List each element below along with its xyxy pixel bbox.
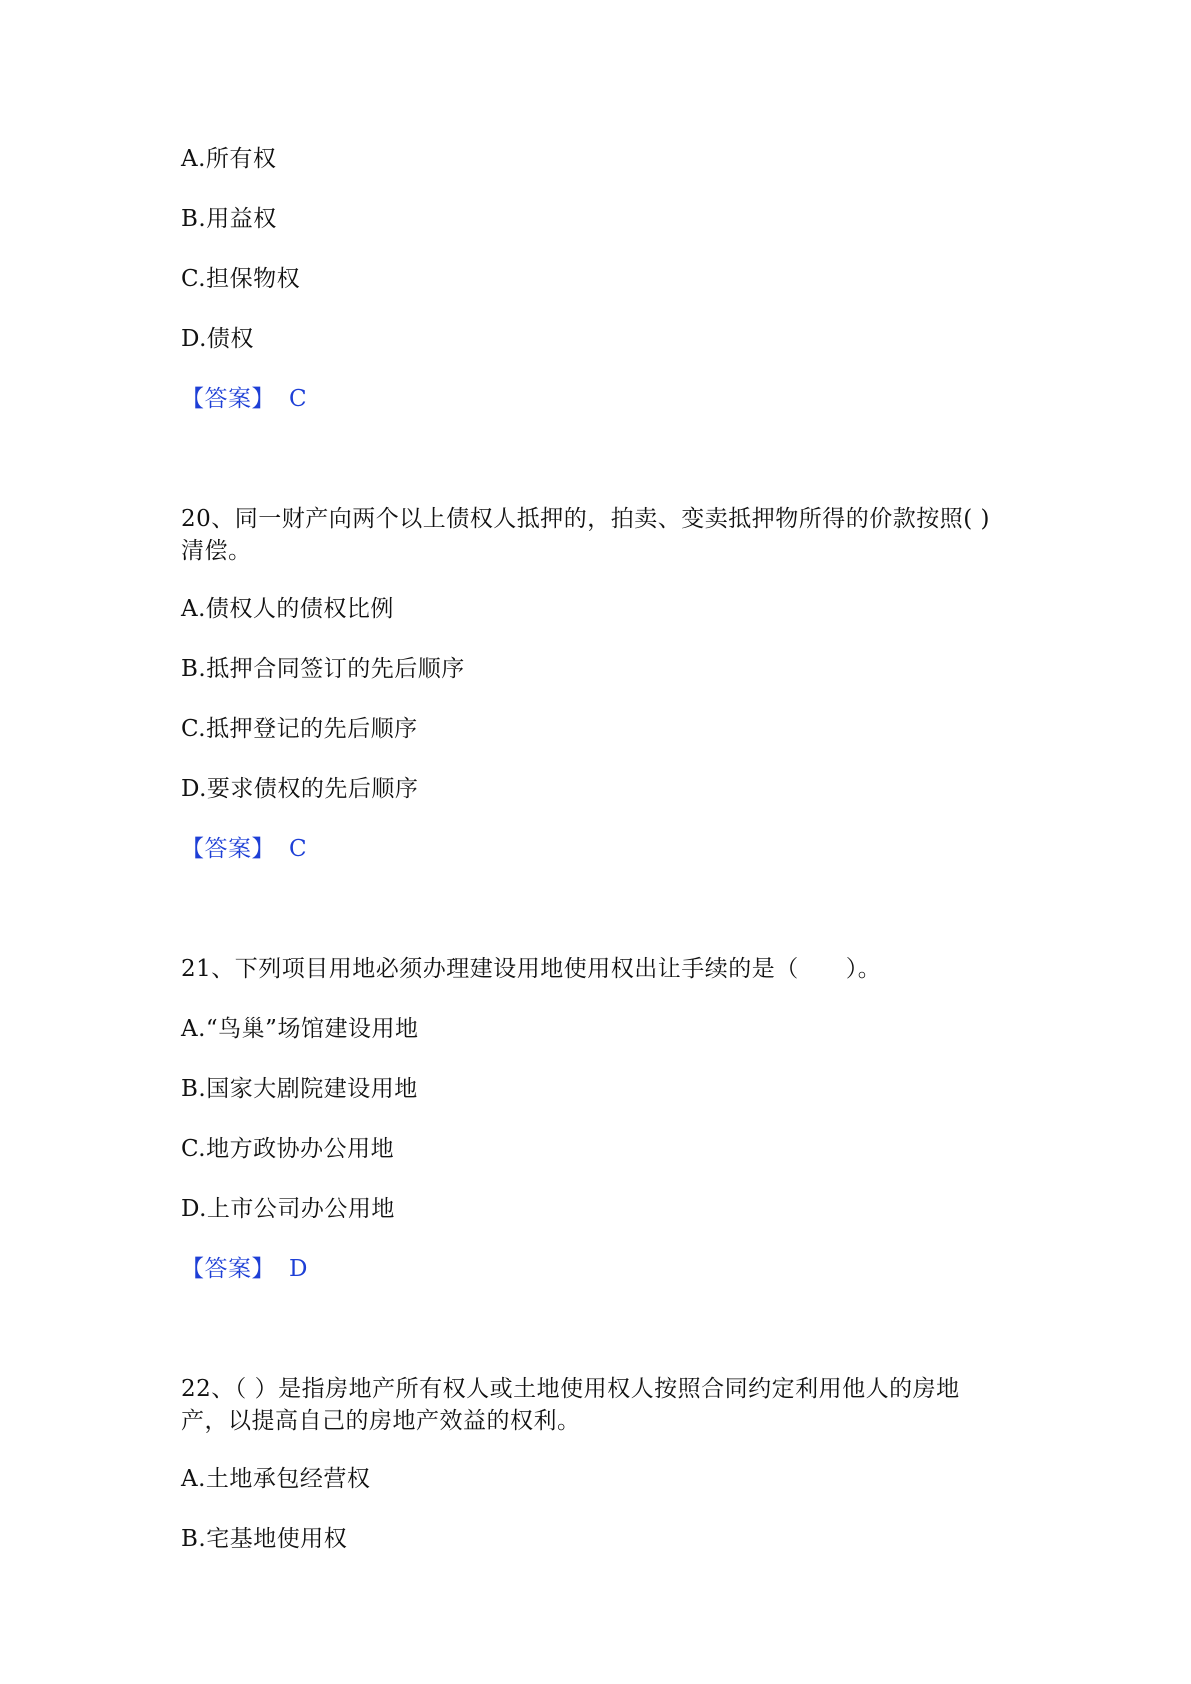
q22-stem-line2: 产，以提高自己的房地产效益的权利。 [181, 1408, 581, 1434]
q21-option-d: D.上市公司办公用地 [181, 1196, 395, 1222]
q22-option-b: B.宅基地使用权 [181, 1526, 348, 1552]
answer-label: 【答案】 [181, 836, 275, 862]
q21-option-b: B.国家大剧院建设用地 [181, 1076, 418, 1102]
q19-option-a: A.所有权 [181, 146, 277, 172]
q20-answer [181, 834, 307, 864]
q20-option-d: D.要求债权的先后顺序 [181, 776, 419, 802]
q19-option-d: D.债权 [181, 326, 254, 352]
q19-option-b: B.用益权 [181, 206, 277, 232]
answer-value: D [289, 1256, 308, 1282]
q21-stem-line1: 21、下列项目用地必须办理建设用地使用权出让手续的是（ ）。 [181, 956, 882, 982]
q19-answer [181, 384, 307, 414]
q22-option-a: A.土地承包经营权 [181, 1466, 371, 1492]
q19-option-c: C.担保物权 [181, 266, 301, 292]
q21-option-c: C.地方政协办公用地 [181, 1136, 395, 1162]
q21-answer [181, 1254, 308, 1284]
q22-stem-line1: 22、（ ）是指房地产所有权人或土地使用权人按照合同约定利用他人的房地 [181, 1376, 960, 1402]
q20-stem-line1: 20、同一财产向两个以上债权人抵押的，拍卖、变卖抵押物所得的价款按照( ) [181, 506, 991, 532]
answer-value: C [289, 386, 308, 412]
answer-label: 【答案】 [181, 1256, 275, 1282]
answer-value: C [289, 836, 308, 862]
q21-option-a: A.“鸟巢”场馆建设用地 [181, 1016, 419, 1042]
q20-option-b: B.抵押合同签订的先后顺序 [181, 656, 465, 682]
q20-option-a: A.债权人的债权比例 [181, 596, 394, 622]
q20-option-c: C.抵押登记的先后顺序 [181, 716, 418, 742]
q20-stem-line2: 清偿。 [181, 538, 252, 564]
answer-label: 【答案】 [181, 386, 275, 412]
